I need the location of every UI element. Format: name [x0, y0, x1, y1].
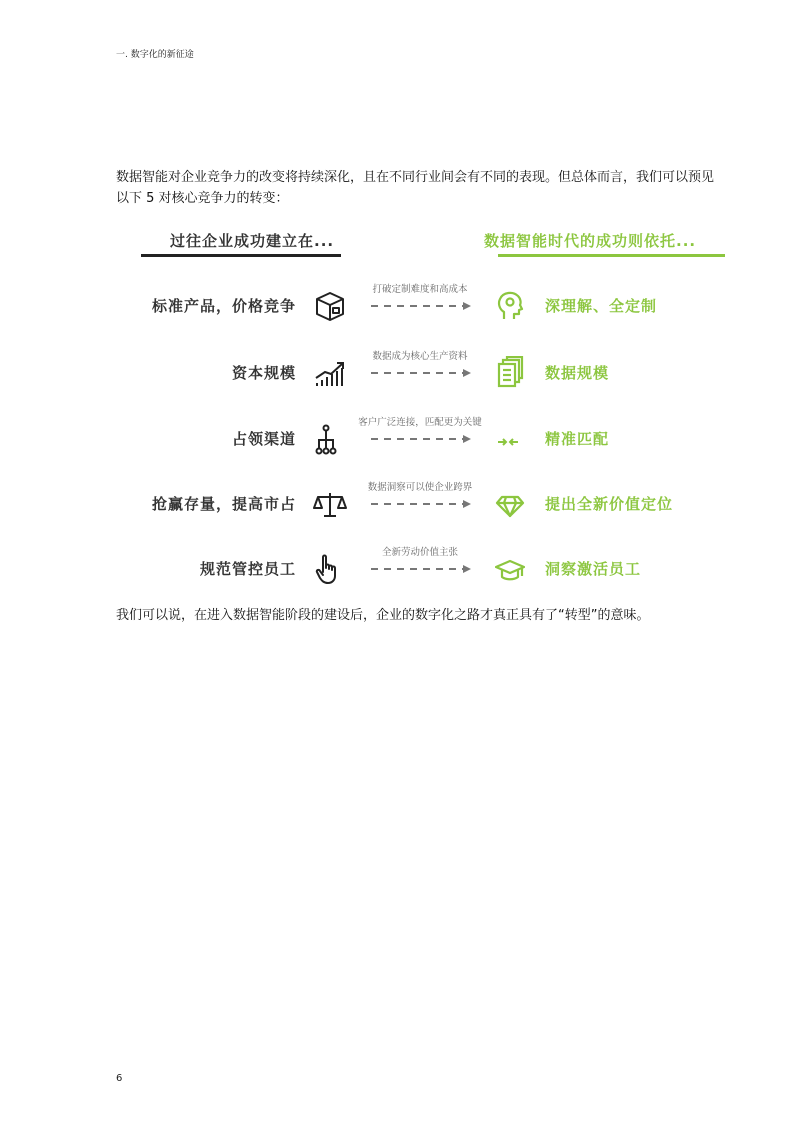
arrow-caption: 客户广泛连接，匹配更为关键: [358, 417, 482, 428]
converge-arrows-icon: [495, 422, 525, 456]
transformation-row: [0, 348, 793, 398]
left-title-underline: [141, 254, 341, 257]
transformation-row: [0, 281, 793, 331]
row-new-factor: 提出全新价值定位: [545, 495, 674, 513]
row-new-factor: 数据规模: [545, 364, 610, 382]
row-old-factor: 占领渠道: [231, 430, 296, 448]
dashed-arrow: [371, 565, 471, 573]
row-new-factor: 精准匹配: [545, 430, 610, 448]
diamond-icon: [495, 487, 525, 521]
package-box-icon: [313, 289, 347, 323]
conclusion-paragraph: 我们可以说，在进入数据智能阶段的建设后，企业的数字化之路才真正具有了“转型”的意味。: [116, 608, 650, 623]
branch-network-icon: [313, 422, 347, 456]
arrow-caption: 全新劳动价值主张: [381, 547, 458, 558]
documents-stack-icon: [495, 356, 525, 390]
page-number: 6: [116, 1073, 123, 1084]
dashed-arrow: [371, 302, 471, 310]
row-old-factor: 规范管控员工: [199, 560, 296, 578]
dashed-arrow: [371, 435, 471, 443]
row-old-factor: 标准产品，价格竞争: [151, 297, 296, 315]
right-column-title: 数据智能时代的成功则依托...: [484, 232, 697, 250]
row-new-factor: 洞察激活员工: [545, 560, 642, 578]
head-gear-icon: [495, 289, 525, 323]
dashed-arrow: [371, 369, 471, 377]
section-header: 一. 数字化的新征途: [116, 50, 194, 60]
graduation-cap-icon: [495, 552, 525, 586]
balance-scale-icon: [313, 487, 347, 521]
left-column-title: 过往企业成功建立在...: [170, 232, 335, 250]
dashed-arrow: [371, 500, 471, 508]
row-new-factor: 深理解、全定制: [545, 297, 658, 315]
transformation-row: [0, 414, 793, 464]
row-old-factor: 资本规模: [231, 364, 296, 382]
row-old-factor: 抢赢存量，提高市占: [151, 495, 296, 513]
transformation-row: [0, 544, 793, 594]
pointing-hand-icon: [313, 552, 347, 586]
right-title-underline: [498, 254, 725, 257]
arrow-caption: 数据成为核心生产资料: [372, 351, 468, 362]
arrow-caption: 数据洞察可以使企业跨界: [367, 482, 473, 493]
intro-paragraph: 数据智能对企业竞争力的改变将持续深化，且在不同行业间会有不同的表现。但总体而言，我们可以预见以下 5 对核心竞争力的转变：: [116, 170, 715, 206]
growth-chart-icon: [313, 356, 347, 390]
transformation-row: [0, 479, 793, 529]
arrow-caption: 打破定制难度和高成本: [372, 284, 468, 295]
